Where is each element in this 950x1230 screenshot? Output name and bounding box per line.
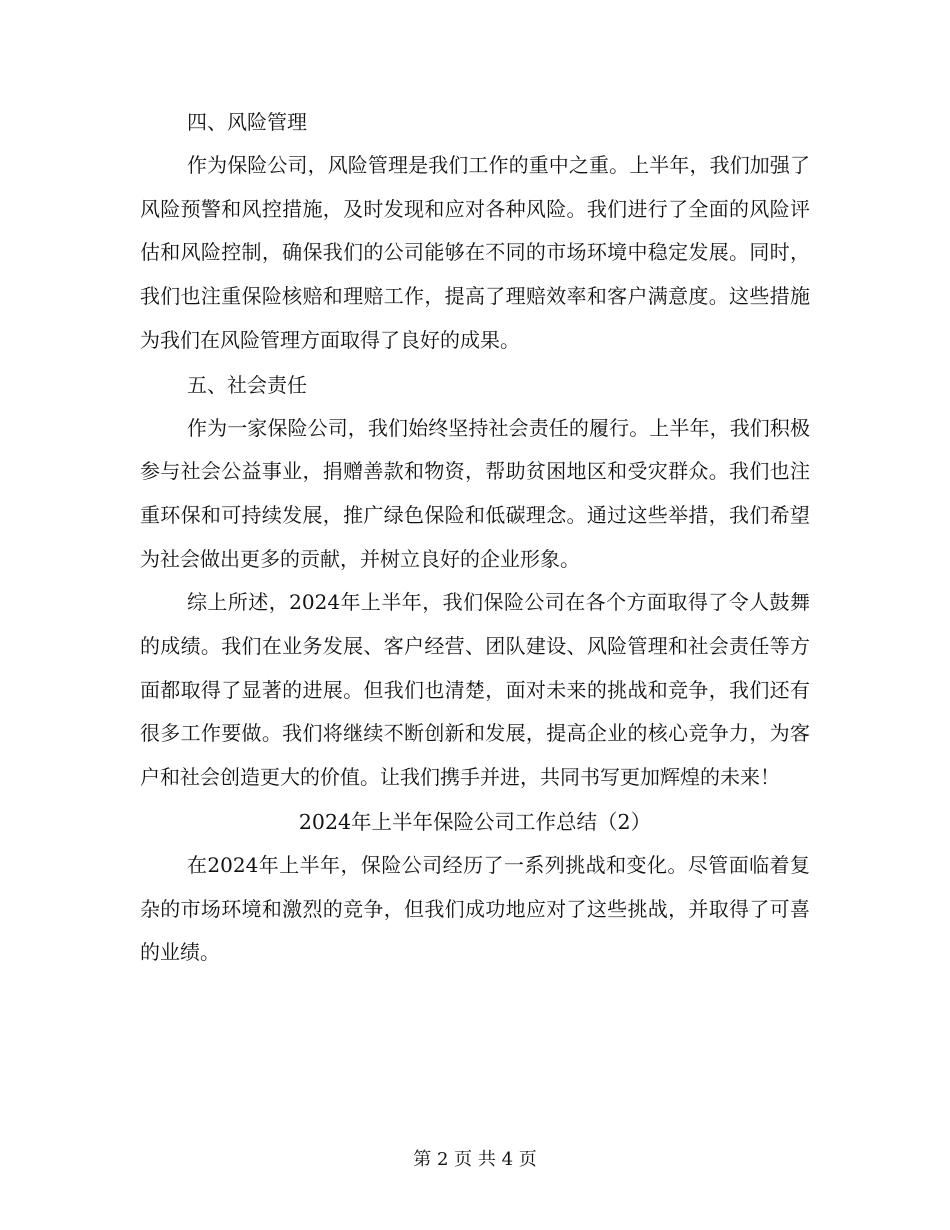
section-heading-social-responsibility: 五、社会责任	[187, 372, 307, 397]
document-title: 2024年上半年保险公司工作总结（2）	[298, 809, 652, 834]
paragraph-risk-management: 作为保险公司，风险管理是我们工作的重中之重。上半年，我们加强了风险预警和风控措施，及时发现和应对各种风险。我们进行了全面的风险评估和风险控制，确保我们的公司能够在不同的市场环境中稳定发展。同时，我们也注重保险核赔和理赔工作，提高了理赔效率和客户满意度。这些措施为我们在风险管理方面取得了良好的成果。	[140, 153, 810, 352]
paragraph-social-responsibility: 作为一家保险公司，我们始终坚持社会责任的履行。上半年，我们积极参与社会公益事业，捐赠善款和物资，帮助贫困地区和受灾群众。我们也注重环保和可持续发展，推广绿色保险和低碳理念。通过这些举措，我们希望为社会做出更多的贡献，并树立良好的企业形象。	[140, 415, 810, 571]
page-number-footer: 第 2 页 共 4 页	[413, 1149, 537, 1170]
paragraph-conclusion: 综上所述，2024年上半年，我们保险公司在各个方面取得了令人鼓舞的成绩。我们在业务发展、客户经营、团队建设、风险管理和社会责任等方面都取得了显著的进展。但我们也清楚，面对未来的挑战和竞争，我们还有很多工作要做。我们将继续不断创新和发展，提高企业的核心竞争力，为客户和社会创造更大的价值。让我们携手并进，共同书写更加辉煌的未来！	[140, 590, 810, 790]
section-heading-risk-management: 四、风险管理	[187, 110, 307, 134]
page-content	[140, 100, 810, 975]
paragraph-intro: 在2024年上半年，保险公司经历了一系列挑战和变化。尽管面临着复杂的市场环境和激烈的竞争，但我们成功地应对了这些挑战，并取得了可喜的业绩。	[140, 852, 810, 965]
